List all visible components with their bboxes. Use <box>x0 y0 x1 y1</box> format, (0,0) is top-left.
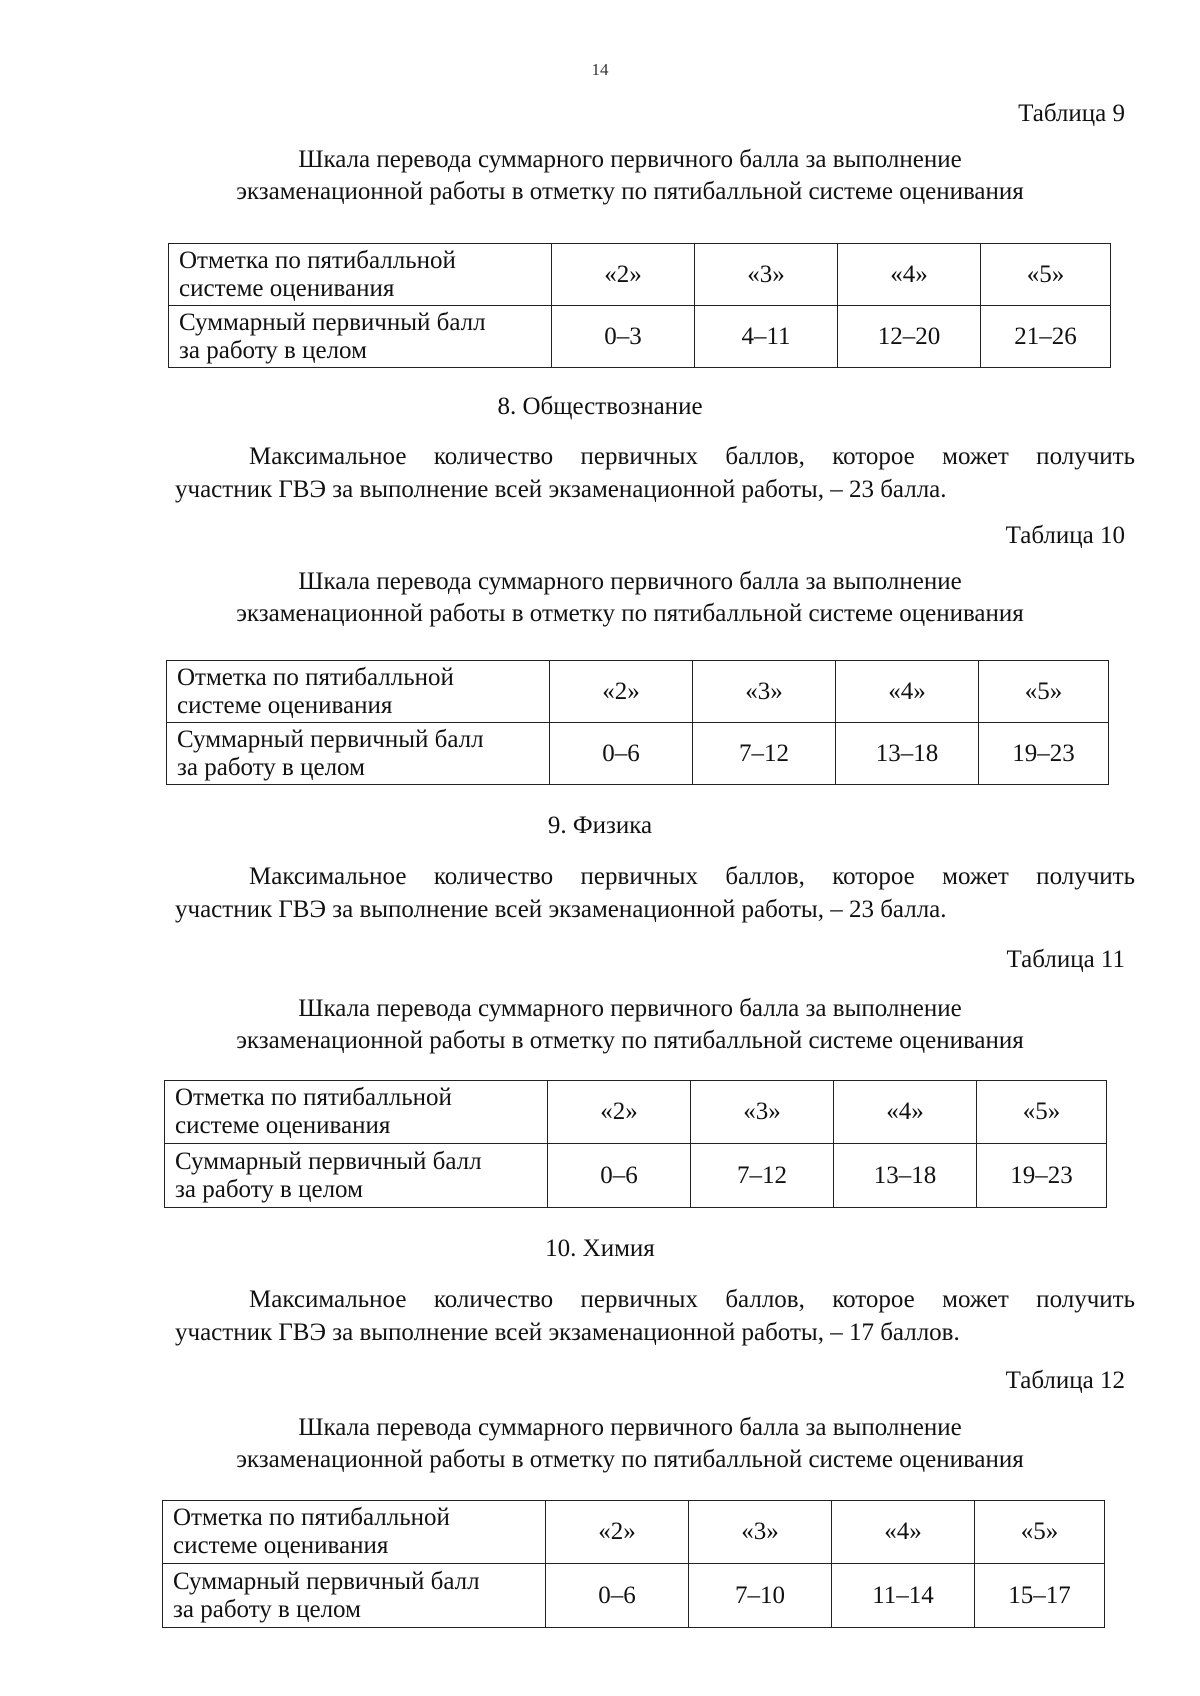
table-caption <box>150 566 1110 630</box>
score-cell: 13–18 <box>836 723 979 785</box>
grade-row-header <box>163 1501 546 1564</box>
grade-row <box>165 1081 1107 1144</box>
row-header-line: за работу в целом <box>177 753 365 781</box>
table-caption-line: Шкала перевода суммарного первичного балла за выполнение <box>298 1414 962 1441</box>
row-header-line: Суммарный первичный балл <box>175 1147 482 1175</box>
score-row <box>165 1144 1107 1208</box>
grade-row <box>167 661 1109 723</box>
score-row-header <box>169 306 552 368</box>
grade-row-header <box>169 244 552 306</box>
score-cell: 0–6 <box>546 1564 689 1628</box>
row-header-line: системе оценивания <box>177 691 393 719</box>
grade-cell: «4» <box>838 244 981 306</box>
row-header-line: за работу в целом <box>173 1595 361 1623</box>
paragraph-line: участник ГВЭ за выполнение всей экзаменационной работы, – 23 балла. <box>175 896 947 923</box>
grade-scale-table <box>164 1080 1107 1208</box>
section-paragraph <box>175 1283 1135 1349</box>
score-cell: 0–6 <box>550 723 693 785</box>
grade-cell: «3» <box>693 661 836 723</box>
paragraph-line: Максимальное количество первичных баллов, которое может получить <box>249 1286 1135 1313</box>
table-label: Таблица 10 <box>1005 522 1125 549</box>
grade-row-header <box>167 661 550 723</box>
grade-cell: «2» <box>546 1501 689 1564</box>
grade-row <box>169 244 1111 306</box>
paragraph-line: Максимальное количество первичных баллов, которое может получить <box>249 863 1135 890</box>
grade-cell: «3» <box>695 244 838 306</box>
grade-row-header <box>165 1081 548 1144</box>
score-row-header <box>165 1144 548 1208</box>
table-caption-line: Шкала перевода суммарного первичного балла за выполнение <box>298 146 962 173</box>
score-row <box>169 306 1111 368</box>
paragraph-line: участник ГВЭ за выполнение всей экзаменационной работы, – 17 баллов. <box>175 1319 960 1346</box>
grade-cell: «3» <box>689 1501 832 1564</box>
score-cell: 7–12 <box>691 1144 834 1208</box>
row-header-line: Суммарный первичный балл <box>179 308 486 336</box>
grade-cell: «5» <box>977 1081 1107 1144</box>
section-heading: 9. Физика <box>547 812 653 839</box>
grade-row <box>163 1501 1105 1564</box>
table-caption <box>150 144 1110 208</box>
score-cell: 15–17 <box>975 1564 1105 1628</box>
grade-cell: «5» <box>975 1501 1105 1564</box>
grade-cell: «3» <box>691 1081 834 1144</box>
table-caption-line: Шкала перевода суммарного первичного балла за выполнение <box>298 568 962 595</box>
score-cell: 21–26 <box>981 306 1111 368</box>
row-header-line: за работу в целом <box>179 336 367 364</box>
table-caption-line: экзаменационной работы в отметку по пятибалльной системе оценивания <box>236 600 1024 627</box>
grade-cell: «4» <box>832 1501 975 1564</box>
row-header-line: за работу в целом <box>175 1175 363 1203</box>
row-header-line: Отметка по пятибалльной <box>177 663 454 691</box>
score-row-header <box>163 1564 546 1628</box>
score-cell: 11–14 <box>832 1564 975 1628</box>
row-header-line: системе оценивания <box>173 1532 389 1559</box>
grade-scale-table <box>162 1500 1105 1628</box>
table-caption-line: Шкала перевода суммарного первичного балла за выполнение <box>298 995 962 1022</box>
grade-cell: «2» <box>552 244 695 306</box>
section-paragraph <box>175 860 1135 926</box>
table-label: Таблица 9 <box>1018 100 1125 127</box>
score-cell: 7–10 <box>689 1564 832 1628</box>
score-cell: 7–12 <box>693 723 836 785</box>
grade-cell: «5» <box>981 244 1111 306</box>
table-caption <box>150 1412 1110 1476</box>
table-caption-line: экзаменационной работы в отметку по пятибалльной системе оценивания <box>236 1027 1024 1054</box>
grade-scale-table <box>166 660 1109 785</box>
score-cell: 4–11 <box>695 306 838 368</box>
grade-cell: «4» <box>836 661 979 723</box>
score-cell: 0–3 <box>552 306 695 368</box>
row-header-line: Суммарный первичный балл <box>173 1567 480 1595</box>
score-row <box>163 1564 1105 1628</box>
row-header-line: системе оценивания <box>179 274 395 302</box>
section-paragraph <box>175 440 1135 506</box>
section-heading: 8. Обществознание <box>497 393 703 420</box>
score-row-header <box>167 723 550 785</box>
score-cell: 13–18 <box>834 1144 977 1208</box>
section-heading: 10. Химия <box>545 1235 655 1262</box>
row-header-line: Отметка по пятибалльной <box>179 246 456 274</box>
row-header-line: Суммарный первичный балл <box>177 725 484 753</box>
grade-cell: «4» <box>834 1081 977 1144</box>
page-number: 14 <box>591 60 609 79</box>
row-header-line: Отметка по пятибалльной <box>175 1084 452 1111</box>
table-caption-line: экзаменационной работы в отметку по пятибалльной системе оценивания <box>236 178 1024 205</box>
paragraph-line: Максимальное количество первичных баллов, которое может получить <box>249 443 1135 470</box>
score-cell: 19–23 <box>977 1144 1107 1208</box>
row-header-line: Отметка по пятибалльной <box>173 1504 450 1531</box>
row-header-line: системе оценивания <box>175 1112 391 1139</box>
table-label: Таблица 12 <box>1005 1367 1125 1394</box>
table-label: Таблица 11 <box>1006 946 1125 973</box>
score-cell: 12–20 <box>838 306 981 368</box>
table-caption <box>150 993 1110 1057</box>
grade-scale-table <box>168 243 1111 368</box>
paragraph-line: участник ГВЭ за выполнение всей экзаменационной работы, – 23 балла. <box>175 476 947 503</box>
score-cell: 0–6 <box>548 1144 691 1208</box>
grade-cell: «5» <box>979 661 1109 723</box>
grade-cell: «2» <box>548 1081 691 1144</box>
table-caption-line: экзаменационной работы в отметку по пятибалльной системе оценивания <box>236 1446 1024 1473</box>
grade-cell: «2» <box>550 661 693 723</box>
score-cell: 19–23 <box>979 723 1109 785</box>
score-row <box>167 723 1109 785</box>
